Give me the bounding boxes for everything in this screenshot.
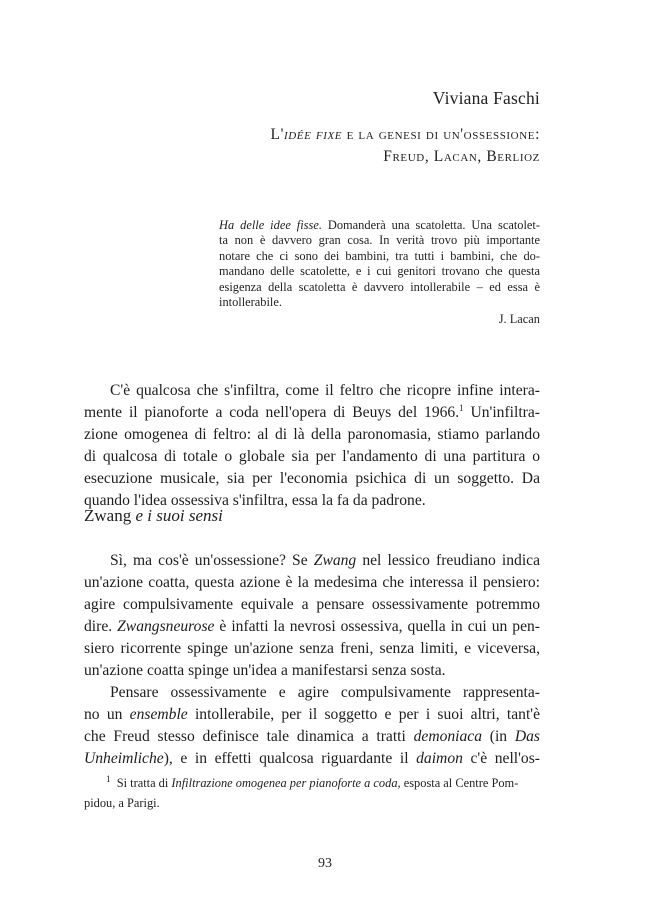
text-line: C'è qualcosa che s'infiltra, come il feltro che ricopre infine intera-: [110, 382, 540, 399]
text-line: che Freud stesso definisce tale dinamica a tratti demoniaca (in Das: [84, 728, 540, 745]
text-line: un'azione coatta, questa azione è la medesima che interessa il pensiero:: [84, 574, 540, 591]
text-line: esecuzione musicale, sia per l'economia psichica di un soggetto. Da: [84, 470, 540, 487]
epigraph-line: intollerabile.: [219, 295, 282, 310]
section-heading: Zwang e i suoi sensi: [84, 506, 223, 525]
title-line-2: Freud, Lacan, Berlioz: [383, 148, 540, 165]
footnote: [84, 773, 540, 813]
epigraph-line: notare che ci sono dei bambini, tra tutti i bambini, che do-: [219, 248, 540, 263]
text-line: quando l'idea ossessiva s'infiltra, essa la fa da padrone.: [84, 492, 426, 509]
text-line: mente il pianoforte a coda nell'opera di Beuys del 1966.$^1$ Un'infiltra-: [84, 402, 540, 421]
text-line: Sì, ma cos'è un'ossessione? Se Zwang nel lessico freudiano indica: [110, 552, 540, 569]
text-line: Pensare ossessivamente e agire compulsivamente rappresenta-: [110, 684, 540, 701]
article-author: Viviana Faschi: [432, 88, 540, 108]
paragraph-1: [84, 380, 540, 512]
article-title: [271, 124, 541, 168]
text-line: agire compulsivamente equivale a pensare ossessivamente potremmo: [84, 596, 540, 613]
text-line: Unheimliche), e in effetti qualcosa riguardante il daimon c'è nell'os-: [84, 750, 540, 767]
text-line: di qualcosa di totale o globale sia per l'andamento di una partitura o: [84, 448, 540, 465]
text-line: dire. Zwangsneurose è infatti la nevrosi ossessiva, quella in cui un pen-: [84, 618, 540, 635]
epigraph-line: ta non è davvero gran cosa. In verità trovo più importante: [219, 233, 540, 248]
epigraph-line: mandano delle scatolette, e i cui genitori trovano che questa: [219, 264, 540, 279]
footnote-line: $^1$ Si tratta di Infiltrazione omogenea per pianoforte a coda, esposta al Centre Pom-: [106, 773, 519, 790]
text-line: no un ensemble intollerabile, per il soggetto e per i suoi altri, tant'è: [84, 706, 541, 723]
paragraph-2: [84, 550, 540, 770]
epigraph-line: esigenza della scatoletta è davvero intollerabile – ed essa è: [219, 279, 540, 294]
epigraph: [219, 218, 540, 328]
epigraph-line: Ha delle idee fisse. Domanderà una scatoletta. Una scatolet-: [219, 218, 540, 232]
footnote-ref[interactable]: 1: [459, 402, 464, 413]
text-line: zione omogenea di feltro: al di là della paronomasia, stiamo parlando: [84, 426, 540, 443]
epigraph-attribution: J. Lacan: [498, 312, 540, 327]
title-line-1: L'idée fixe e la genesi di un'ossessione:: [270, 126, 540, 143]
footnote-line: pidou, a Parigi.: [84, 796, 160, 810]
text-line: siero ricorrente spinge un'azione senza freni, senza limiti, e viceversa,: [84, 640, 540, 657]
text-line: un'azione coatta spinge un'idea a manifestarsi senza sosta.: [84, 662, 446, 679]
page-number: 93: [318, 856, 332, 871]
footnote-number: 1: [106, 773, 111, 784]
